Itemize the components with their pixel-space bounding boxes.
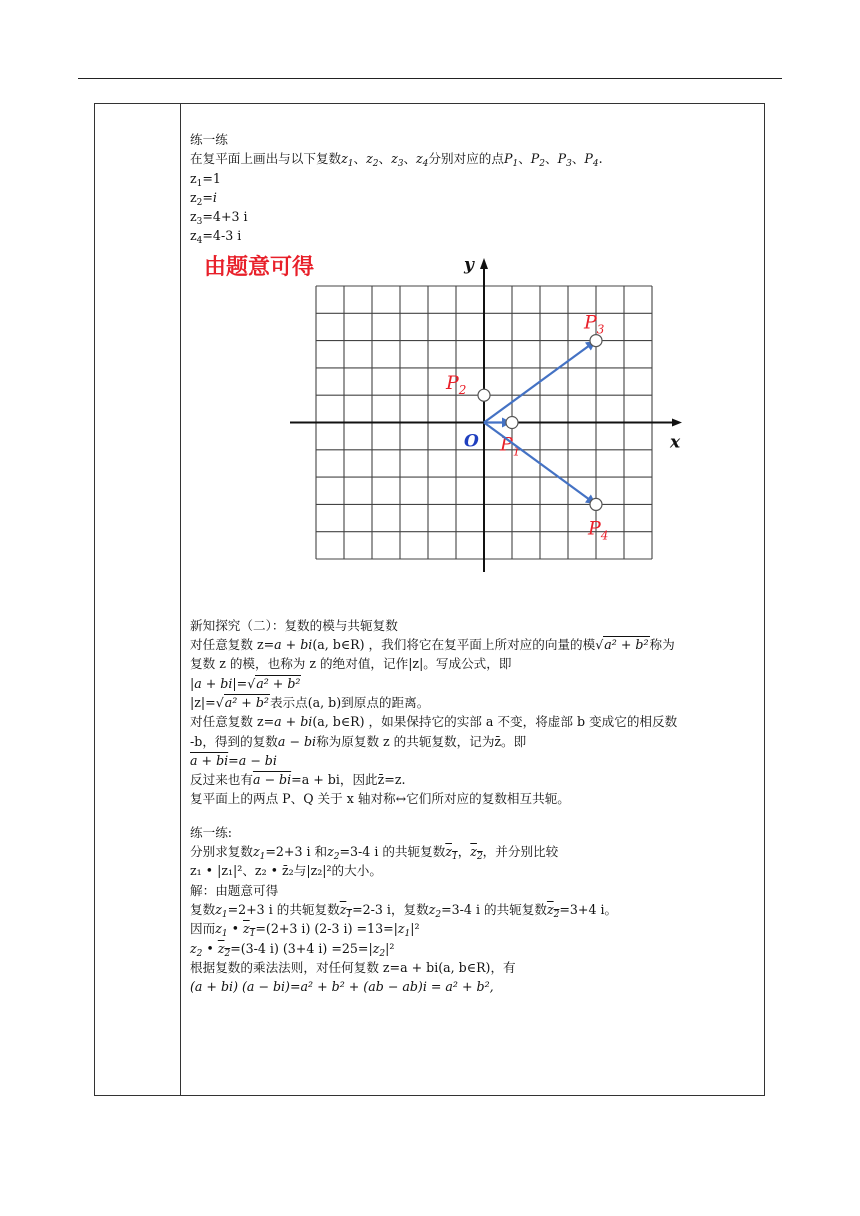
x-axis-label: x <box>670 432 681 453</box>
point-marker-1 <box>506 416 518 428</box>
section2-line2: 复数 z 的模，也称为 z 的绝对值，记作|z|。写成公式，即 <box>190 656 512 672</box>
practice2-line6: $z_2$ • $z_2=(3-4$ i) (3+4 $i) =25=|z_2|^2$ <box>190 940 395 959</box>
point-label-2: $P_2$ <box>446 371 467 397</box>
section2-line5: 对任意复数 z=a + bi(a, b∈R) ，如果保持它的实部 a 不变，将虚部 b 变成它的相反数 <box>190 714 678 730</box>
complex-plane-figure <box>190 246 760 606</box>
section2-line7: a + bi=a − bi <box>190 752 277 768</box>
item-z2: $z_2=i$ <box>190 189 217 208</box>
section2-line8: 反过来也有a − bi=a + bi，因此z̄̄=z. <box>190 772 406 788</box>
section2-line1: 对任意复数 z=a + bi(a, b∈R) ，我们将它在复平面上所对应的向量的模√a² + b²称为 <box>190 637 675 653</box>
section2-title: 新知探究（二）：复数的模与共轭复数 <box>190 617 398 633</box>
practice1-instruction: 在复平面上画出与以下复数$z_1$、$z_2$、$z_3$、$z_4$分别对应的点$P_1$、$P_2$、$P_3$、$P_4$. <box>190 151 603 170</box>
figure-caption: 由题意可得 <box>204 254 315 280</box>
practice2-line5: 因而$z_1$ • $z_1=(2+3$ i) (2-3 $i) =13=|z_1|^2$ <box>190 921 420 940</box>
practice2-line3: 解：由题意可得 <box>190 882 279 898</box>
item-z3: $z_3=4+3$ i <box>190 209 248 228</box>
point-marker-2 <box>478 389 490 401</box>
left-column <box>95 104 181 1095</box>
section2-line6: -b，得到的复数a − bi称为原复数 z 的共轭复数，记为z̄。即 <box>190 733 527 749</box>
section2-line3: |a + bi|=√a² + b² <box>190 675 301 691</box>
practice2-line1: 分别求复数$z_1=2+3$ i 和$z_2=3-4$ i 的共轭复数$z_1$，$z_2$，并分别比较 <box>190 844 559 863</box>
section2-line9: 复平面上的两点 P、Q 关于 x 轴对称↔它们所对应的复数相互共轭。 <box>190 791 570 807</box>
item-z4: $z_4=4-3$ i <box>190 228 242 247</box>
point-label-1: $P_1$ <box>500 433 521 459</box>
origin-label: O <box>464 431 479 452</box>
complex-plane-svg <box>190 246 760 606</box>
y-axis-label: y <box>464 254 474 275</box>
practice1-title: 练一练 <box>190 132 228 147</box>
practice2-line2: z₁ • |z₁|²、z₂ • z̄₂与|z₂|²的大小。 <box>190 863 382 879</box>
y-axis-arrow <box>480 258 488 269</box>
practice2-line4: 复数$z_1=2+3$ i 的共轭复数$z_1=2-3$ i，复数$z_2=3-4$ i 的共轭复数$z_2=3+4$ i。 <box>190 901 618 920</box>
lesson-content <box>190 130 760 996</box>
practice2-line8: (a + bi) (a − bi)=a² + b² + (ab − ab)i = a² + b², <box>190 979 494 995</box>
lesson-table <box>94 103 765 1096</box>
point-label-4: $P_4$ <box>588 517 609 543</box>
section2-line4: |z|=√a² + b²表示点(a, b)到原点的距离。 <box>190 694 430 710</box>
practice2-title: 练一练: <box>190 824 233 840</box>
practice2-line7: 根据复数的乘法法则，对任何复数 z=a + bi(a, b∈R)，有 <box>190 959 516 975</box>
item-z1: $z_1=1$ <box>190 170 221 189</box>
header-rule <box>78 78 782 79</box>
x-axis-arrow <box>672 418 682 426</box>
point-label-3: $P_3$ <box>584 311 605 337</box>
point-marker-4 <box>590 498 602 510</box>
